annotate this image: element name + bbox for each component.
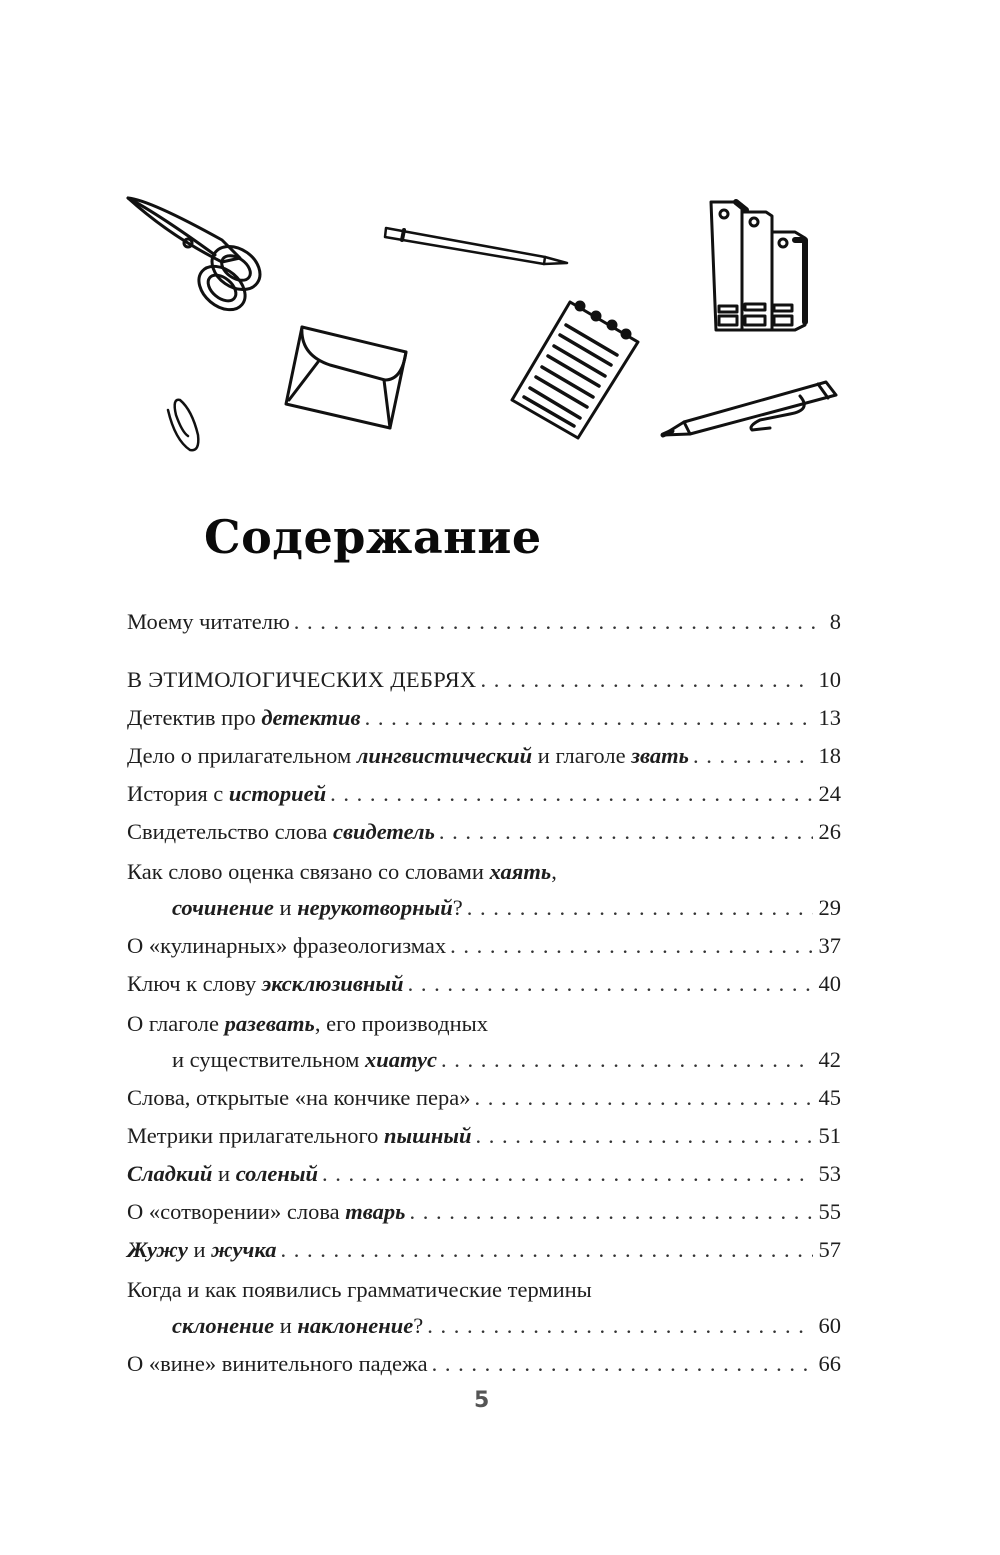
entry-text-part: История с [127,781,229,806]
entry-text-part: О глаголе [127,1011,225,1036]
emphasized-term: сочинение [172,895,274,920]
toc-page-number: 24 [813,775,842,813]
emphasized-term: Сладкий [127,1161,213,1186]
emphasized-term: историей [228,781,327,806]
pencil-icon [385,228,567,264]
toc-page-number: 8 [824,603,841,641]
toc-entry-first-line [127,1273,841,1307]
toc-entry-title [127,699,365,737]
entry-text-part: , его производных [314,1011,489,1036]
toc-entry[interactable] [127,965,841,1003]
toc-entry[interactable] [127,1273,841,1345]
dot-leader [476,1117,813,1155]
emphasized-term: лингвистический [356,743,533,768]
binders-icon [711,202,805,330]
emphasized-term: склонение [172,1313,275,1338]
toc-entry[interactable] [127,1231,841,1269]
dot-leader [330,775,812,813]
table-of-contents [127,603,841,1383]
entry-text-part: ? [413,1313,424,1338]
entry-text-part: , [551,859,557,884]
toc-page-number: 13 [813,699,842,737]
entry-text-part: Дело о прилагательном [127,743,357,768]
toc-page-number: 60 [813,1307,842,1345]
emphasized-term: звать [631,743,689,768]
dot-leader [475,1079,813,1117]
entry-text-part: и [212,1161,236,1186]
toc-entry[interactable] [127,1193,841,1231]
dot-leader [408,965,813,1003]
toc-page-number: 53 [813,1155,842,1193]
toc-entry-first-line [127,855,841,889]
entry-text-part: и глаголе [532,743,632,768]
page-title: Содержание [204,510,542,564]
dot-leader [427,1307,812,1345]
entry-text-part: В ЭТИМОЛОГИЧЕСКИХ ДЕБРЯХ [127,667,477,692]
entry-text-part: Детектив про [127,705,262,730]
emphasized-term: хиатус [365,1047,437,1072]
toc-page-number: 51 [813,1117,842,1155]
toc-page-number: 37 [813,927,842,965]
entry-text-part: Когда и как появились грамматические термины [127,1277,592,1302]
toc-entry-title [172,1041,441,1079]
entry-text-part: Метрики прилагательного [127,1123,385,1148]
toc-entry-first-line [127,1007,841,1041]
dot-leader [409,1193,812,1231]
entry-text-part: и существительном [172,1047,365,1072]
entry-text-part: и [187,1237,212,1262]
toc-entry-title [127,1079,475,1117]
toc-entry-title [127,1231,280,1269]
toc-entry[interactable] [127,855,841,927]
toc-page-number: 55 [813,1193,842,1231]
toc-section-heading[interactable] [127,661,841,699]
dot-leader [439,813,813,851]
toc-page-number: 26 [813,813,842,851]
dot-leader [280,1231,812,1269]
toc-entry[interactable] [127,699,841,737]
toc-page-number: 45 [813,1079,842,1117]
emphasized-term: нерукотворный [297,895,453,920]
toc-entry-title [127,1193,409,1231]
toc-entry[interactable] [127,1117,841,1155]
toc-entry-line[interactable] [127,1041,841,1079]
entry-text-part: О «вине» винительного падежа [127,1351,428,1376]
entry-text-part: Слова, открытые «на кончике пера» [127,1085,471,1110]
toc-entry-title [127,965,408,1003]
toc-entry-title [127,813,439,851]
stationery-illustrations [0,0,1000,480]
toc-entry-line[interactable] [127,1307,841,1345]
toc-entry[interactable] [127,1079,841,1117]
emphasized-term: свидетель [332,819,435,844]
emphasized-term: наклонение [297,1313,414,1338]
toc-entry[interactable] [127,737,841,775]
entry-text-part: Как слово оценка связано со словами [127,859,490,884]
toc-entry-title [127,603,294,641]
dot-leader [294,603,824,641]
toc-entry[interactable] [127,1007,841,1079]
emphasized-term: пышный [384,1123,472,1148]
emphasized-term: детектив [261,705,361,730]
entry-text-part: и [274,1313,298,1338]
toc-entry-title [127,775,330,813]
toc-page-number: 40 [813,965,842,1003]
toc-page-number: 42 [813,1041,842,1079]
emphasized-term: разевать [224,1011,315,1036]
dot-leader [365,699,813,737]
toc-entry[interactable] [127,813,841,851]
toc-page-number: 10 [813,661,842,699]
paper-clip-icon [168,400,198,450]
dot-leader [432,1345,813,1383]
toc-entry-title [127,737,693,775]
toc-entry-title [172,1307,427,1345]
page-number: 5 [474,1388,490,1413]
dot-leader [467,889,813,927]
toc-entry[interactable] [127,603,841,641]
notepad-icon [512,302,638,438]
pen-icon [663,382,836,435]
toc-entry-title [127,1155,322,1193]
emphasized-term: эксклюзивный [261,971,404,996]
toc-entry-title [127,1117,476,1155]
toc-page-number: 29 [813,889,842,927]
toc-entry-title [127,661,480,699]
toc-page-number: 57 [813,1231,842,1269]
entry-text-part: О «сотворении» слова [127,1199,346,1224]
toc-entry-line[interactable] [127,889,841,927]
entry-text-part: и [273,895,298,920]
dot-leader [441,1041,813,1079]
entry-text-part: О «кулинарных» фразеологизмах [127,933,447,958]
scissors-icon [128,198,268,319]
dot-leader [322,1155,813,1193]
entry-text-part: ? [452,895,463,920]
toc-entry[interactable] [127,927,841,965]
toc-entry[interactable] [127,775,841,813]
emphasized-term: хаять [489,859,552,884]
dot-leader [450,927,812,965]
toc-entry-title [127,927,450,965]
emphasized-term: Жужу [127,1237,188,1262]
dot-leader [480,661,812,699]
toc-entry-title [172,889,467,927]
dot-leader [693,737,813,775]
entry-text-part: Свидетельство слова [127,819,333,844]
envelope-icon [286,327,406,428]
emphasized-term: жучка [211,1237,277,1262]
entry-text-part: Моему читателю [127,609,290,634]
toc-entry[interactable] [127,1345,841,1383]
toc-page-number: 18 [813,737,842,775]
entry-text-part: Ключ к слову [127,971,262,996]
toc-entry-title [127,1345,432,1383]
emphasized-term: соленый [235,1161,318,1186]
toc-page-number: 66 [813,1345,842,1383]
toc-entry[interactable] [127,1155,841,1193]
emphasized-term: тварь [345,1199,406,1224]
